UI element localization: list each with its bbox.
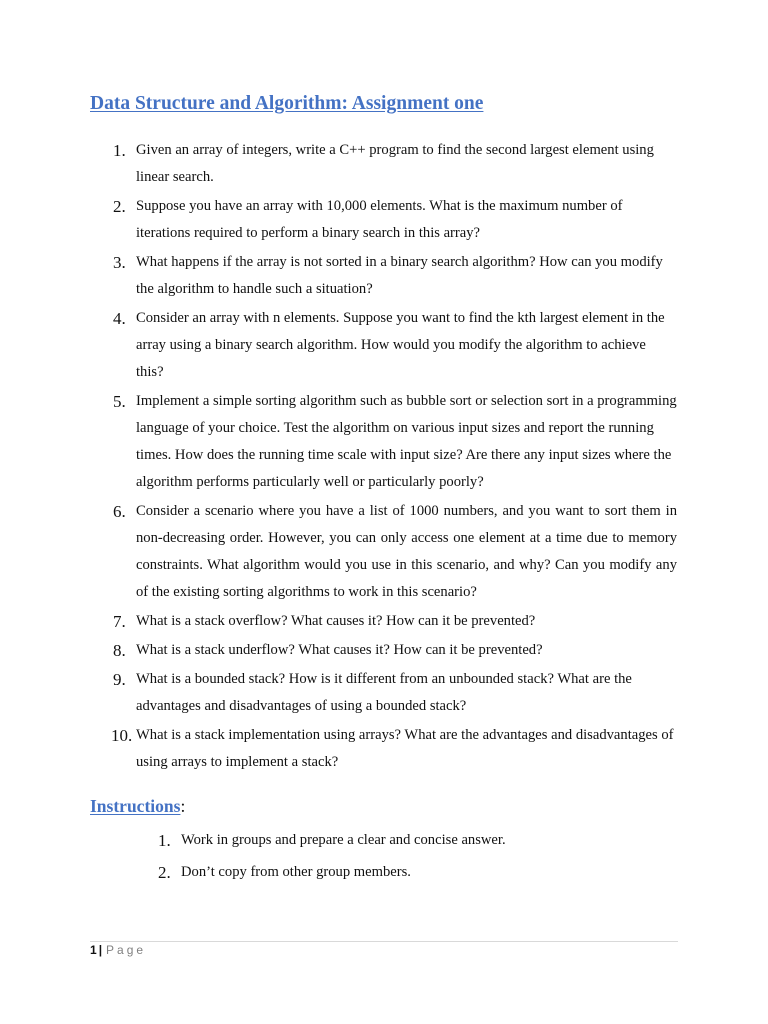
document-title: Data Structure and Algorithm: Assignment one xyxy=(90,93,484,114)
question-number: 1. xyxy=(113,141,126,160)
instruction-number: 2. xyxy=(158,863,171,882)
question-number: 7. xyxy=(113,612,126,631)
list-item xyxy=(0,193,677,247)
instructions-list xyxy=(0,827,768,891)
question-text: What is a stack underflow? What causes it? How can it be prevented? xyxy=(136,642,543,658)
list-item xyxy=(0,498,677,606)
list-item xyxy=(0,608,677,635)
question-text: Given an array of integers, write a C++ program to find the second largest element using linear search. xyxy=(136,142,654,185)
page-label: Page xyxy=(106,943,147,957)
question-list xyxy=(0,137,768,778)
question-text: Suppose you have an array with 10,000 elements. What is the maximum number of iterations required to perform a binary search in this array? xyxy=(136,198,623,241)
question-text: What is a stack overflow? What causes it? How can it be prevented? xyxy=(136,613,536,629)
list-item xyxy=(0,388,677,496)
footer-separator: | xyxy=(98,943,103,957)
list-item xyxy=(0,637,677,664)
question-number: 4. xyxy=(113,309,126,328)
question-text: Consider a scenario where you have a list of 1000 numbers, and you want to sort them in non-decreasing order. However, you can only access one element at a time due to memory constraints. What algorithm would you use in this scenario, and why? Can you modify any of the existing sorting algorithms to work in this scenario? xyxy=(136,503,677,600)
question-number: 8. xyxy=(113,641,126,660)
list-item xyxy=(0,722,677,776)
instruction-number: 1. xyxy=(158,831,171,850)
instruction-text: Work in groups and prepare a clear and concise answer. xyxy=(181,832,506,848)
question-number: 6. xyxy=(113,502,126,521)
list-item xyxy=(0,249,677,303)
question-text: What is a stack implementation using arrays? What are the advantages and disadvantages of using arrays to implement a stack? xyxy=(136,727,674,770)
question-text: What is a bounded stack? How is it different from an unbounded stack? What are the advantages and disadvantages of using a bounded stack? xyxy=(136,671,632,714)
list-item xyxy=(0,859,768,886)
instructions-heading-text: Instructions xyxy=(90,796,181,816)
instruction-text: Don’t copy from other group members. xyxy=(181,864,411,880)
question-text: Consider an array with n elements. Suppose you want to find the kth largest element in the array using a binary search algorithm. How would you modify the algorithm to achieve this? xyxy=(136,310,665,380)
instructions-heading-colon: : xyxy=(180,796,186,816)
question-number: 2. xyxy=(113,197,126,216)
question-number: 3. xyxy=(113,253,126,272)
list-item xyxy=(0,305,677,386)
question-number: 10. xyxy=(111,726,133,745)
instructions-heading xyxy=(90,796,185,817)
page-footer xyxy=(90,943,146,957)
list-item xyxy=(0,827,768,854)
question-number: 9. xyxy=(113,670,126,689)
question-text: Implement a simple sorting algorithm such as bubble sort or selection sort in a programming language of your choice. Test the algorithm on various input sizes and report the running times. How does the running time scale with input size? Are there any input sizes where the algorithm performs particularly well or particularly poorly? xyxy=(136,393,677,490)
list-item xyxy=(0,137,677,191)
question-number: 5. xyxy=(113,392,126,411)
question-text: What happens if the array is not sorted in a binary search algorithm? How can you modify the algorithm to handle such a situation? xyxy=(136,254,663,297)
list-item xyxy=(0,666,677,720)
page-number: 1 xyxy=(90,943,97,957)
footer-divider xyxy=(90,941,678,942)
